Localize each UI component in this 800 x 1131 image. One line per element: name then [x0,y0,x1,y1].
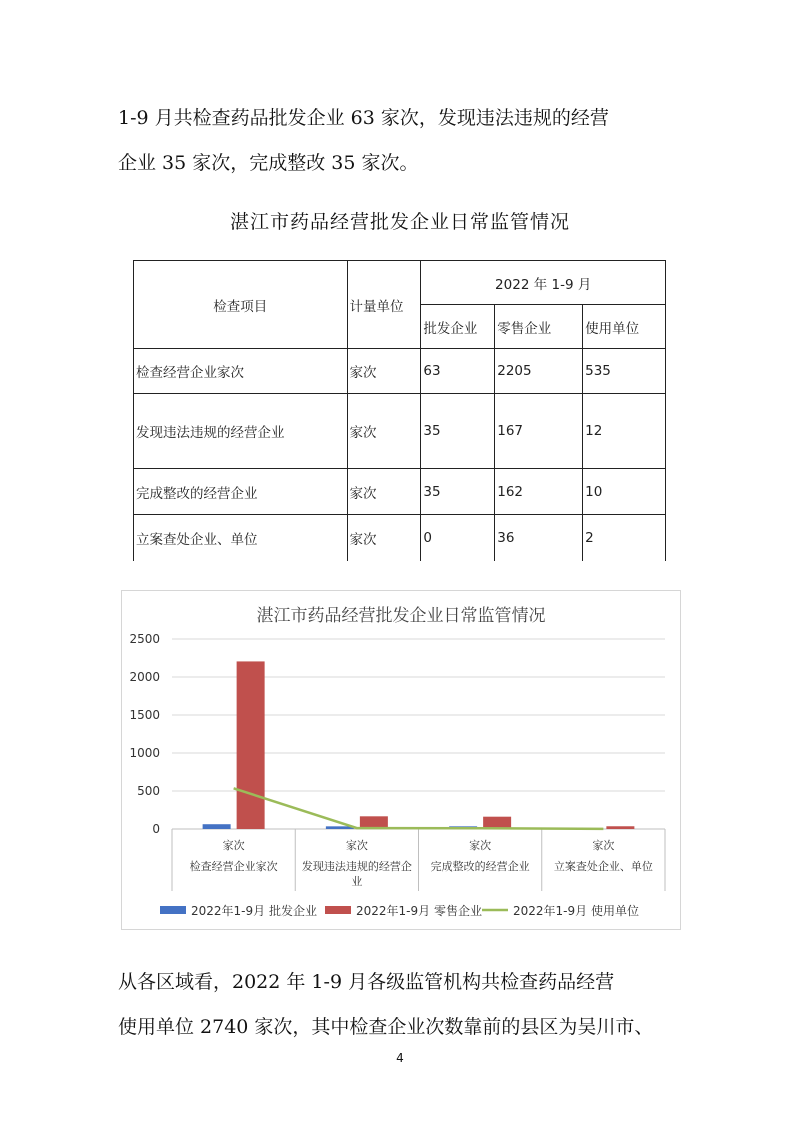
combo-chart [122,591,680,929]
intro-line-2: 企业 35 家次，完成整改 35 家次。 [118,152,419,174]
x-category-unit-label: 家次 [469,839,492,852]
legend-swatch [160,906,186,914]
row-unit: 家次 [347,469,421,515]
header-col-user: 使用单位 [583,305,666,349]
row-value-wholesale: 35 [421,394,495,469]
row-value-retail: 162 [495,469,583,515]
header-item: 检查项目 [134,261,348,349]
bar [606,826,634,829]
y-tick-label: 2500 [129,632,160,646]
line-series [234,788,604,829]
legend-label: 2022年1-9月 批发企业 [191,904,317,918]
row-item: 发现违法违规的经营企业 [134,394,348,469]
statistics-table [133,260,666,561]
row-value-wholesale: 63 [421,349,495,394]
x-category-label: 业 [351,875,363,888]
table-row [134,394,666,469]
row-value-retail: 36 [495,515,583,561]
y-tick-label: 0 [152,822,160,836]
header-unit: 计量单位 [347,261,421,349]
x-category-label: 检查经营企业家次 [189,860,278,873]
row-value-retail: 2205 [495,349,583,394]
y-tick-label: 500 [137,784,160,798]
legend-label: 2022年1-9月 使用单位 [513,904,639,918]
header-period: 2022 年 1-9 月 [421,261,666,305]
row-unit: 家次 [347,515,421,561]
chart-container [121,590,681,930]
x-category-unit-label: 家次 [222,839,245,852]
row-value-user: 10 [583,469,666,515]
header-col-retail: 零售企业 [495,305,583,349]
row-value-retail: 167 [495,394,583,469]
row-unit: 家次 [347,394,421,469]
row-unit: 家次 [347,349,421,394]
x-category-label: 发现违法违规的经营企 [301,860,412,873]
outro-line-1: 从各区域看，2022 年 1-9 月各级监管机构共检查药品经营 [118,971,615,993]
page-number: 4 [396,1051,404,1065]
legend-swatch [325,906,351,914]
row-item: 完成整改的经营企业 [134,469,348,515]
x-category-label: 完成整改的经营企业 [430,860,530,873]
bar [203,824,231,829]
y-tick-label: 2000 [129,670,160,684]
x-category-label: 立案查处企业、单位 [553,860,653,873]
table-title: 湛江市药品经营批发企业日常监管情况 [229,211,570,233]
chart-title: 湛江市药品经营批发企业日常监管情况 [256,606,546,626]
y-tick-label: 1500 [129,708,160,722]
y-tick-label: 1000 [129,746,160,760]
row-value-user: 12 [583,394,666,469]
header-col-wholesale: 批发企业 [421,305,495,349]
x-category-unit-label: 家次 [345,839,368,852]
row-item: 检查经营企业家次 [134,349,348,394]
x-category-unit-label: 家次 [592,839,615,852]
table-row [134,469,666,515]
table-row [134,349,666,394]
outro-line-2: 使用单位 2740 家次，其中检查企业次数靠前的县区为吴川市、 [118,1016,654,1038]
row-value-wholesale: 35 [421,469,495,515]
intro-line-1: 1-9 月共检查药品批发企业 63 家次，发现违法违规的经营 [118,107,609,129]
row-value-wholesale: 0 [421,515,495,561]
legend-label: 2022年1-9月 零售企业 [356,904,482,918]
row-value-user: 535 [583,349,666,394]
row-item: 立案查处企业、单位 [134,515,348,561]
row-value-user: 2 [583,515,666,561]
table-row [134,515,666,561]
bar [237,661,265,829]
